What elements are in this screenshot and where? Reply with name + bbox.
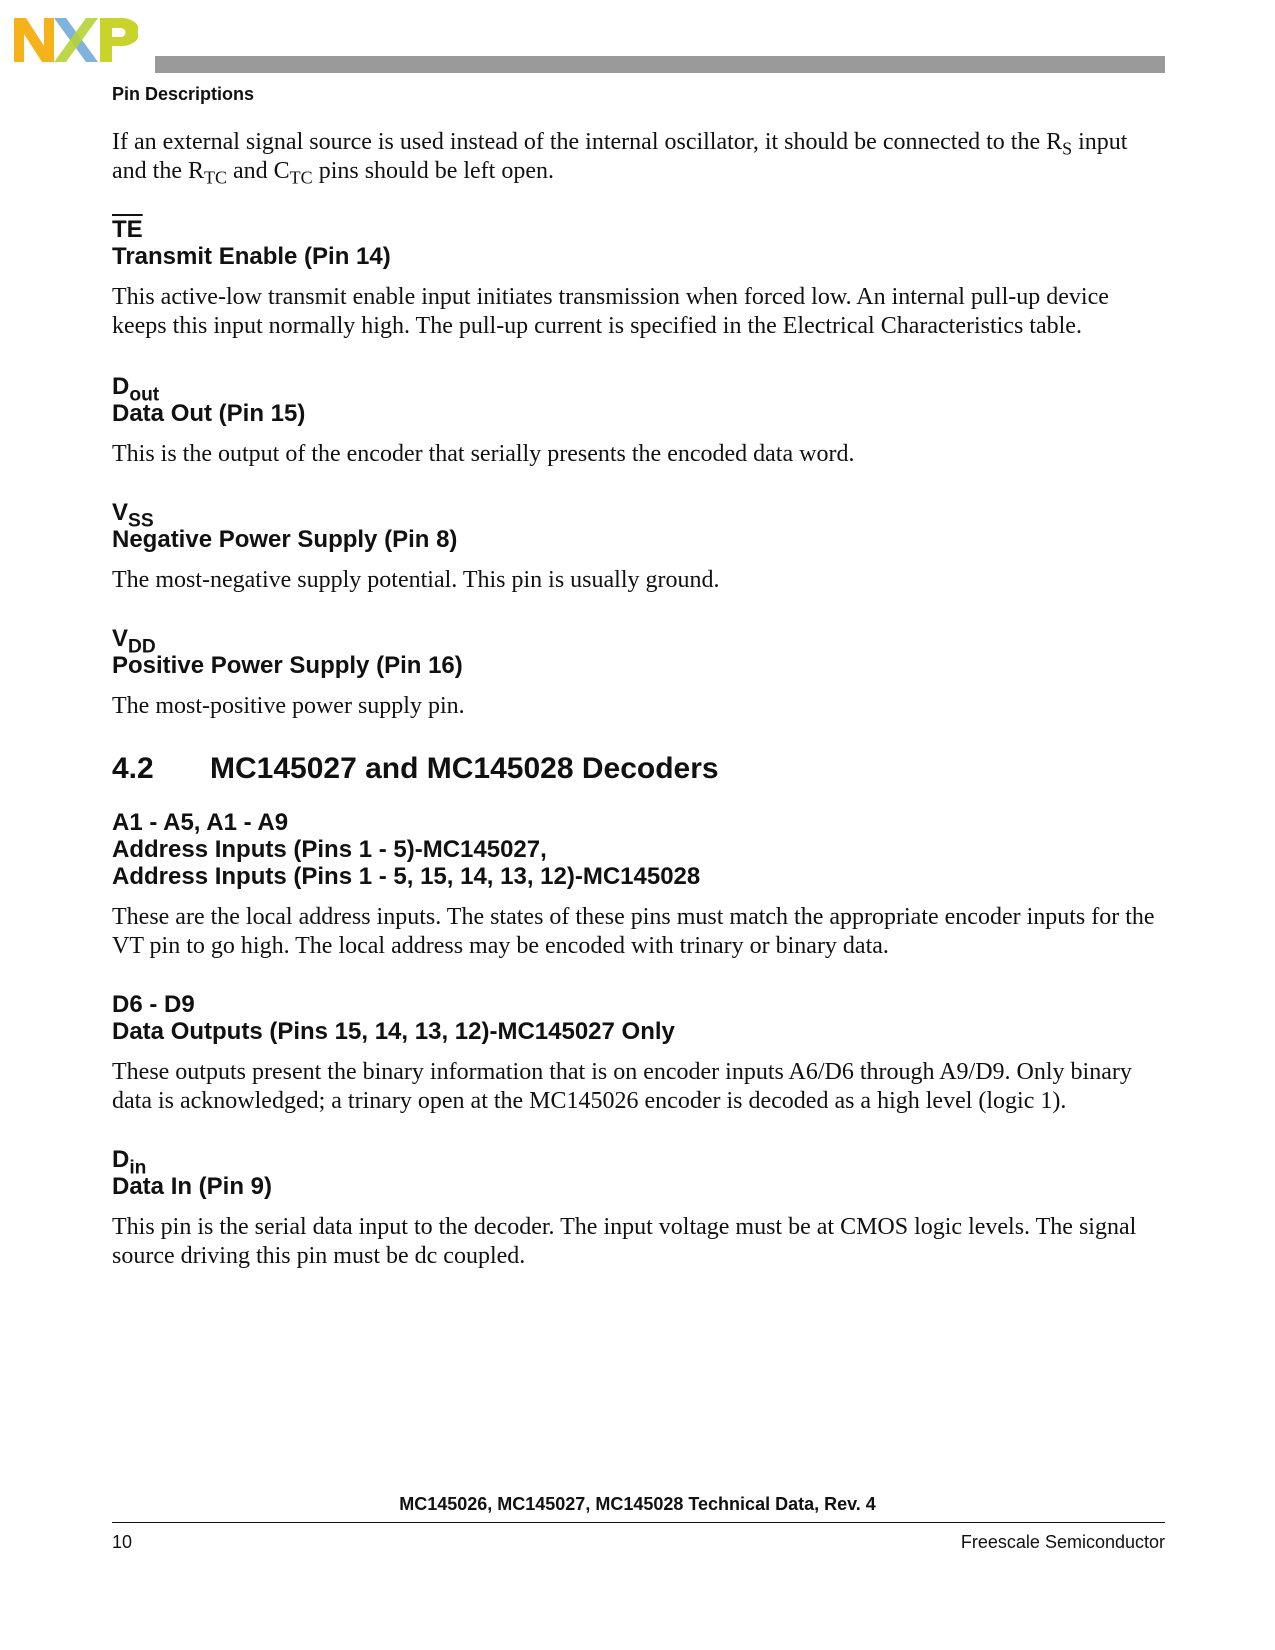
te-symbol: $\overline{TE}$	[112, 216, 143, 243]
address-symbol: A1 - A5, A1 - A9	[112, 809, 289, 836]
data-outputs-section	[112, 991, 1165, 1116]
data-outputs-title: Data Outputs (Pins 15, 14, 13, 12)-MC145027 Only	[112, 1018, 675, 1045]
page-number: 10	[112, 1532, 133, 1552]
dout-symbol: $D_{out}$	[112, 373, 160, 406]
te-body: This active-low transmit enable input initiates transmission when forced low. An internal pull-up device keeps this input normally high. The pull-up current is specified in the Electrical Characteristics table.	[112, 284, 1109, 339]
vss-body: The most-negative supply potential. This pin is usually ground.	[112, 567, 720, 593]
logo-text: NXP	[14, 16, 17, 17]
din-symbol: $D_{in}$	[112, 1146, 147, 1179]
address-title-1: Address Inputs (Pins 1 - 5)-MC145027,	[112, 836, 547, 863]
footer-rule	[112, 1522, 1165, 1523]
dout-body: This is the output of the encoder that serially presents the encoded data word.	[112, 441, 855, 467]
section-heading	[112, 751, 1165, 787]
vdd-body: The most-positive power supply pin.	[112, 693, 465, 719]
dout-section	[112, 373, 1165, 469]
vss-title: Negative Power Supply (Pin 8)	[112, 526, 458, 553]
intro-paragraph: If an external signal source is used instead of the internal oscillator, it should be connected to the $R_S$ input and the $R_{TC}$ and $C_{TC}$ pins should be left open.	[112, 129, 1128, 188]
address-title-2: Address Inputs (Pins 1 - 5, 15, 14, 13, 12)-MC145028	[112, 863, 701, 890]
address-section	[112, 809, 1165, 961]
running-head: Pin Descriptions	[112, 84, 255, 104]
footer-doc-title: MC145026, MC145027, MC145028 Technical Data, Rev. 4	[399, 1494, 876, 1514]
nxp-logo	[14, 16, 138, 64]
section-number: 4.2	[112, 752, 154, 785]
vdd-symbol: $V_{DD}$	[112, 625, 156, 658]
din-section	[112, 1146, 1165, 1271]
din-title: Data In (Pin 9)	[112, 1173, 273, 1200]
data-outputs-symbol: D6 - D9	[112, 991, 195, 1018]
te-section	[112, 216, 1165, 341]
vdd-section	[112, 625, 1165, 721]
te-title: Transmit Enable (Pin 14)	[112, 243, 391, 270]
vss-symbol: $V_{SS}$	[112, 499, 154, 532]
vss-section	[112, 499, 1165, 595]
data-outputs-body: These outputs present the binary information that is on encoder inputs A6/D6 through A9/D9. Only binary data is acknowledged; a trinary open at the MC145026 encoder is decoded as a high level (logic 1).	[112, 1059, 1132, 1114]
header-bar	[155, 56, 1165, 73]
din-body: This pin is the serial data input to the decoder. The input voltage must be at CMOS logic levels. The signal source driving this pin must be dc coupled.	[112, 1214, 1137, 1269]
footer-company: Freescale Semiconductor	[960, 1532, 1165, 1552]
address-body: These are the local address inputs. The states of these pins must match the appropriate encoder inputs for the VT pin to go high. The local address may be encoded with trinary or binary data.	[112, 904, 1155, 959]
page-content	[112, 128, 1165, 1271]
dout-title: Data Out (Pin 15)	[112, 400, 306, 427]
section-title: MC145027 and MC145028 Decoders	[210, 752, 719, 785]
vdd-title: Positive Power Supply (Pin 16)	[112, 652, 463, 679]
